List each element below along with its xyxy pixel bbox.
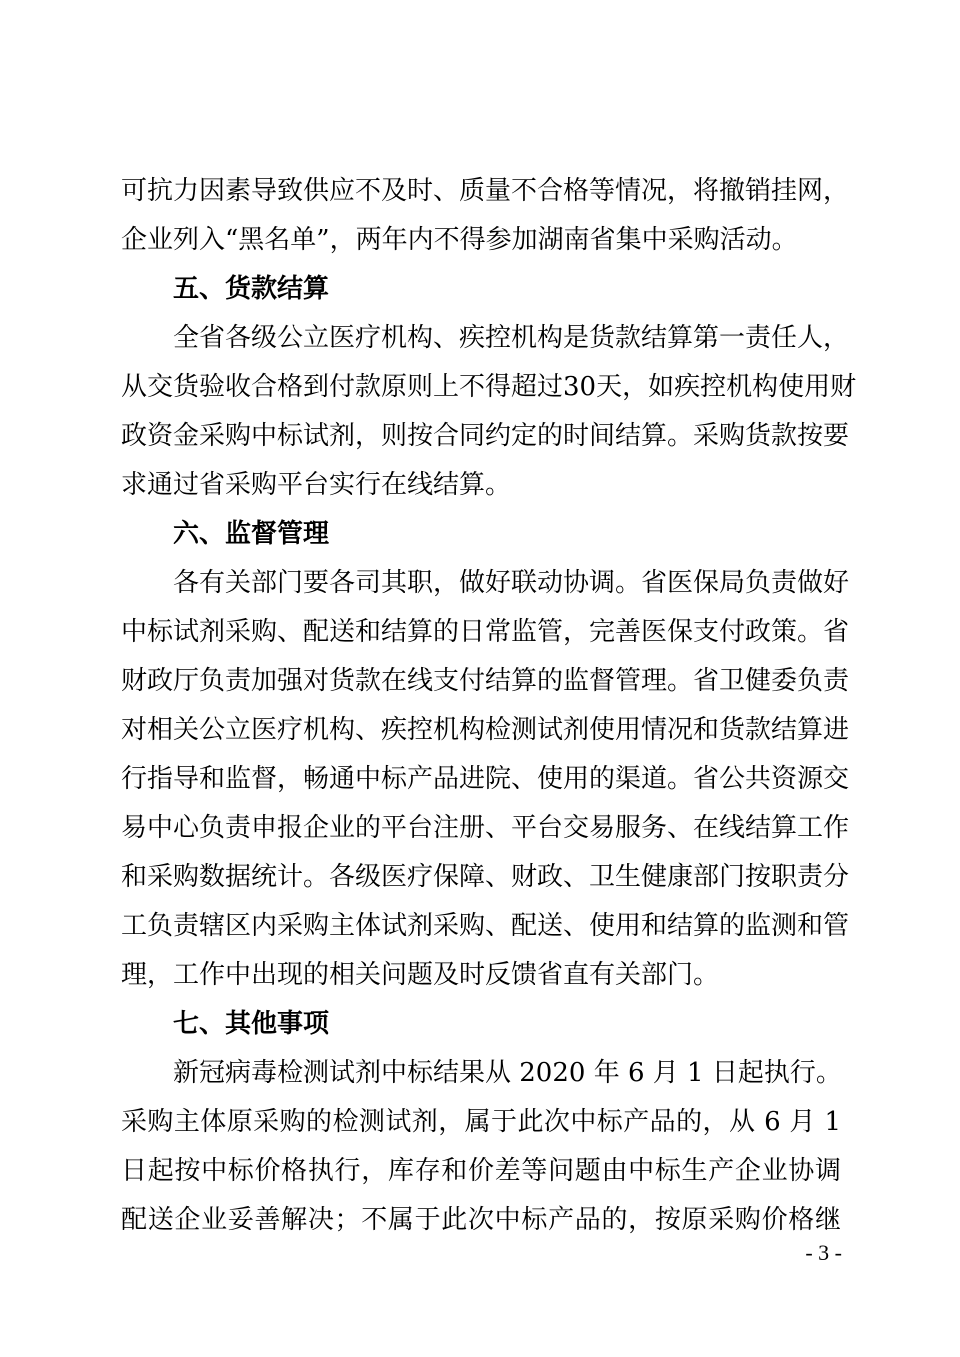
- paragraph-line: 采购主体原采购的检测试剂，属于此次中标产品的，从 6 月 1: [121, 1107, 841, 1137]
- paragraph-line: 工负责辖区内采购主体试剂采购、配送、使用和结算的监测和管: [121, 911, 850, 941]
- paragraph-line: 求通过省采购平台实行在线结算。: [121, 470, 512, 500]
- paragraph-line: 政资金采购中标试剂，则按合同约定的时间结算。采购货款按要: [121, 421, 850, 451]
- paragraph-line: 企业列入“黑名单”，两年内不得参加湖南省集中采购活动。: [121, 225, 798, 255]
- paragraph-line: 理，工作中出现的相关问题及时反馈省直有关部门。: [121, 960, 720, 990]
- section-heading-5: 五、货款结算: [173, 274, 330, 304]
- paragraph-line: 从交货验收合格到付款原则上不得超过30天，如疾控机构使用财: [121, 372, 857, 402]
- paragraph-line: 日起按中标价格执行，库存和价差等问题由中标生产企业协调: [121, 1156, 841, 1186]
- page-number: - 3 -: [805, 1240, 842, 1265]
- paragraph-line: 配送企业妥善解决；不属于此次中标产品的，按原采购价格继: [121, 1205, 841, 1235]
- section-heading-6: 六、监督管理: [173, 519, 330, 549]
- paragraph-line: 全省各级公立医疗机构、疾控机构是货款结算第一责任人，: [173, 323, 850, 353]
- paragraph-line: 新冠病毒检测试剂中标结果从 2020 年 6 月 1 日起执行。: [173, 1058, 842, 1088]
- paragraph-line: 各有关部门要各司其职，做好联动协调。省医保局负责做好: [173, 568, 850, 598]
- paragraph-line: 财政厅负责加强对货款在线支付结算的监督管理。省卫健委负责: [121, 666, 850, 696]
- paragraph-line: 中标试剂采购、配送和结算的日常监管，完善医保支付政策。省: [121, 617, 850, 647]
- section-heading-7: 七、其他事项: [173, 1009, 330, 1039]
- paragraph-line: 和采购数据统计。各级医疗保障、财政、卫生健康部门按职责分: [121, 862, 850, 892]
- paragraph-line: 对相关公立医疗机构、疾控机构检测试剂使用情况和货款结算进: [121, 715, 850, 745]
- paragraph-line: 可抗力因素导致供应不及时、质量不合格等情况，将撤销挂网，: [121, 176, 850, 206]
- paragraph-line: 易中心负责申报企业的平台注册、平台交易服务、在线结算工作: [121, 813, 850, 843]
- paragraph-line: 行指导和监督，畅通中标产品进院、使用的渠道。省公共资源交: [121, 764, 850, 794]
